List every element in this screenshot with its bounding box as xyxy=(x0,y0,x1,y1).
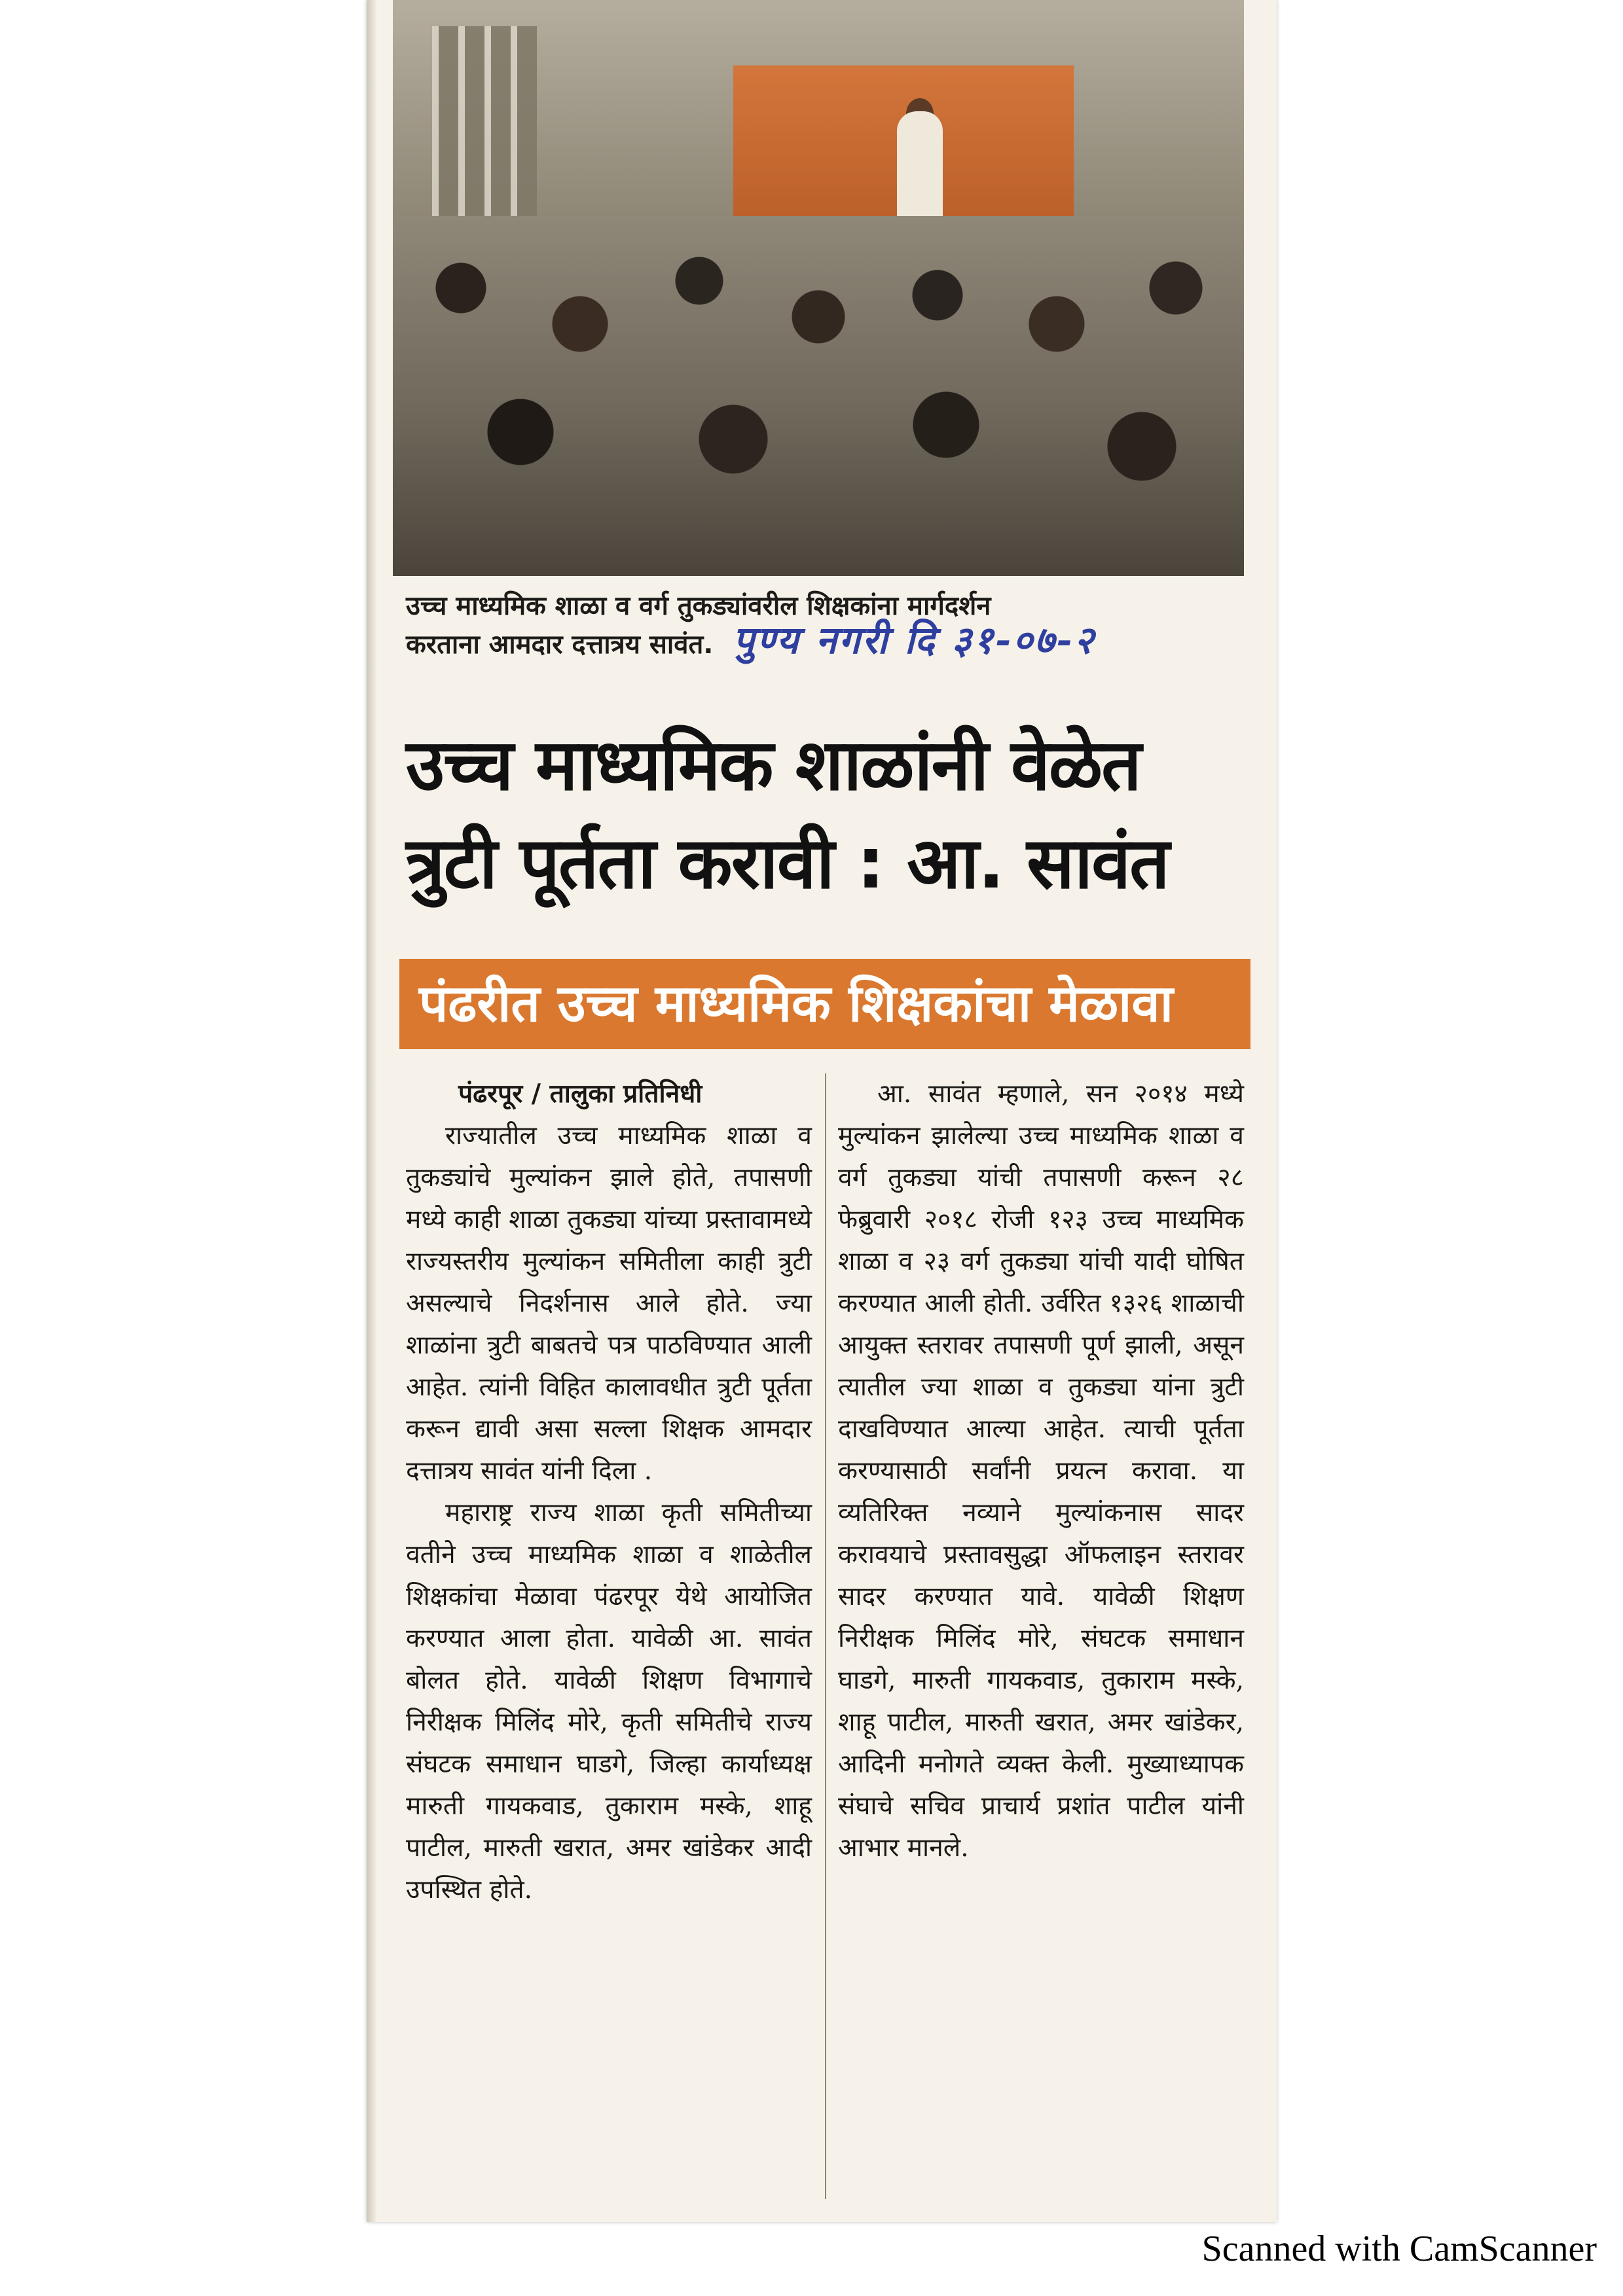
headline-line-2: त्रुटी पूर्तता करावी : आ. सावंत xyxy=(406,823,1169,905)
right-paragraph-1: आ. सावंत म्हणाले, सन २०१४ मध्ये मुल्यांकन झालेल्या उच्च माध्यमिक शाळा व वर्ग तुकड्या यांची तपासणी करून २८ फेब्रुवारी २०१८ रोजी १२३ उच्च माध्यमिक शाळा व २३ वर्ग तुकड्या यांची यादी घोषित करण्यात आली होती. उर्वरित १३२६ शाळाची आयुक्त स्तरावर तपासणी पूर्ण झाली, असून त्यातील ज्या शाळा व तुकड्या यांना त्रुटी दाखविण्यात आल्या आहेत. त्याची पूर्तता करण्यासाठी सर्वांनी प्रयत्न करावा. या व्यतिरिक्त नव्याने मुल्यांकनास सादर करावयाचे प्रस्तावसुद्धा ऑफलाइन स्तरावर सादर करण्यात यावे. यावेळी शिक्षण निरीक्षक मिलिंद मोरे, संघटक समाधान घाडगे, मारुती गायकवाड, तुकाराम मस्के, शाहू पाटील, मारुती खरात, अमर खांडेकर, आदिनी मनोगते व्यक्त केली. मुख्याध्यापक संघाचे सचिव प्राचार्य प्रशांत पाटील यांनी आभार मानले. xyxy=(838,1079,1244,1863)
article-column-left xyxy=(406,1073,812,1911)
handwritten-source-note: पुण्य नगरी दि ३१-०७-२ xyxy=(733,618,1096,662)
article-headline xyxy=(406,717,1250,913)
column-divider xyxy=(825,1073,826,2199)
headline-line-1: उच्च माध्यमिक शाळांनी वेळेत xyxy=(406,725,1140,806)
subheadline: पंढरीत उच्च माध्यमिक शिक्षकांचा मेळावा xyxy=(419,975,1173,1033)
photo-window xyxy=(432,26,537,223)
photo-caption xyxy=(406,589,1244,662)
subheadline-band xyxy=(399,959,1250,1049)
clipping-edge xyxy=(367,0,377,2222)
left-paragraph-2: महाराष्ट्र राज्य शाळा कृती समितीच्या वतीने उच्च माध्यमिक शाळा व शाळेतील शिक्षकांचा मेळावा पंढरपूर येथे आयोजित करण्यात आला होता. यावेळी आ. सावंत बोलत होते. यावेळी शिक्षण विभागाचे निरीक्षक मिलिंद मोरे, कृती समितीचे राज्य संघटक समाधान घाडगे, जिल्हा कार्याध्यक्ष मारुती गायकवाड, तुकाराम मस्के, शाहू पाटील, मारुती खरात, अमर खांडेकर आदी उपस्थित होते. xyxy=(406,1498,812,1905)
caption-line-2-row xyxy=(406,618,1244,662)
caption-line-1: उच्च माध्यमिक शाळा व वर्ग तुकड्यांवरील शिक्षकांना मार्गदर्शन xyxy=(406,591,991,621)
newspaper-clipping xyxy=(367,0,1277,2222)
article-photo xyxy=(393,0,1244,576)
dateline: पंढरपूर / तालुका प्रतिनिधी xyxy=(458,1079,702,1109)
scanner-watermark: Scanned with CamScanner xyxy=(1201,2229,1597,2269)
audience-crowd xyxy=(393,216,1244,576)
article-column-right xyxy=(838,1073,1244,1869)
left-paragraph-1: राज्यातील उच्च माध्यमिक शाळा व तुकड्यांचे मुल्यांकन झाले होते, तपासणी मध्ये काही शाळा तुकड्या यांच्या प्रस्तावामध्ये राज्यस्तरीय मुल्यांकन समितीला काही त्रुटी असल्याचे निदर्शनास आले होते. ज्या शाळांना त्रुटी बाबतचे पत्र पाठविण्यात आली आहेत. त्यांनी विहित कालावधीत त्रुटी पूर्तता करून द्यावी असा सल्ला शिक्षक आमदार दत्तात्रय सावंत यांनी दिला . xyxy=(406,1121,812,1486)
caption-line-2: करताना आमदार दत्तात्रय सावंत. xyxy=(406,630,714,660)
